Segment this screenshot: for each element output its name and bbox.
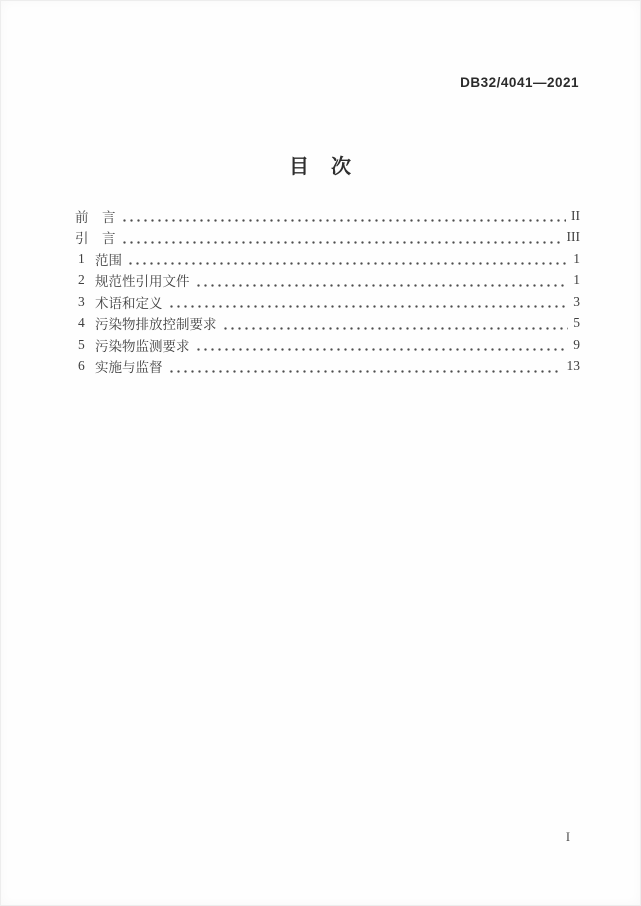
toc-entry-number: 6 [78, 358, 85, 374]
toc-entry-page: 9 [573, 336, 580, 352]
toc-entry [75, 291, 580, 313]
toc-entry-label: 污染物监测要求 [95, 338, 190, 354]
toc-entry [75, 313, 580, 335]
toc-entry [75, 205, 580, 227]
dot-leader [195, 270, 569, 292]
toc-entry-page: III [566, 229, 580, 245]
page-title: 目 次 [289, 156, 352, 178]
toc-entry-number: 5 [78, 336, 85, 352]
toc-entry-label: 引 言 [75, 231, 116, 247]
toc-entry-label: 前 言 [75, 209, 116, 225]
toc-entry-number: 3 [78, 293, 85, 309]
toc-entry-number: 1 [78, 250, 85, 266]
table-of-contents [75, 205, 580, 377]
toc-entry-page: 3 [573, 293, 580, 309]
toc-entry [75, 227, 580, 249]
toc-entry [75, 334, 580, 356]
toc-entry [75, 356, 580, 378]
toc-entry [75, 248, 580, 270]
dot-leader [127, 248, 568, 270]
toc-entry-page: 1 [573, 250, 580, 266]
toc-entry [75, 270, 580, 292]
toc-entry-label: 范围 [95, 252, 122, 268]
standard-number: DB32/4041—2021 [460, 75, 579, 90]
toc-entry-label: 污染物排放控制要求 [95, 317, 217, 333]
dot-leader [121, 205, 567, 227]
toc-entry-label: 术语和定义 [95, 295, 163, 311]
dot-leader [222, 313, 569, 335]
toc-entry-page: 5 [573, 315, 580, 331]
toc-entry-number: 4 [78, 315, 85, 331]
toc-entry-page: 13 [566, 358, 580, 374]
dot-leader [121, 227, 562, 249]
toc-entry-page: II [571, 207, 580, 223]
footer-page-number: I [565, 830, 570, 844]
toc-entry-label: 实施与监督 [95, 360, 163, 376]
dot-leader [168, 356, 562, 378]
toc-entry-label: 规范性引用文件 [95, 274, 190, 290]
dot-leader [168, 291, 569, 313]
toc-entry-page: 1 [573, 272, 580, 288]
dot-leader [195, 334, 569, 356]
toc-entry-number: 2 [78, 272, 85, 288]
